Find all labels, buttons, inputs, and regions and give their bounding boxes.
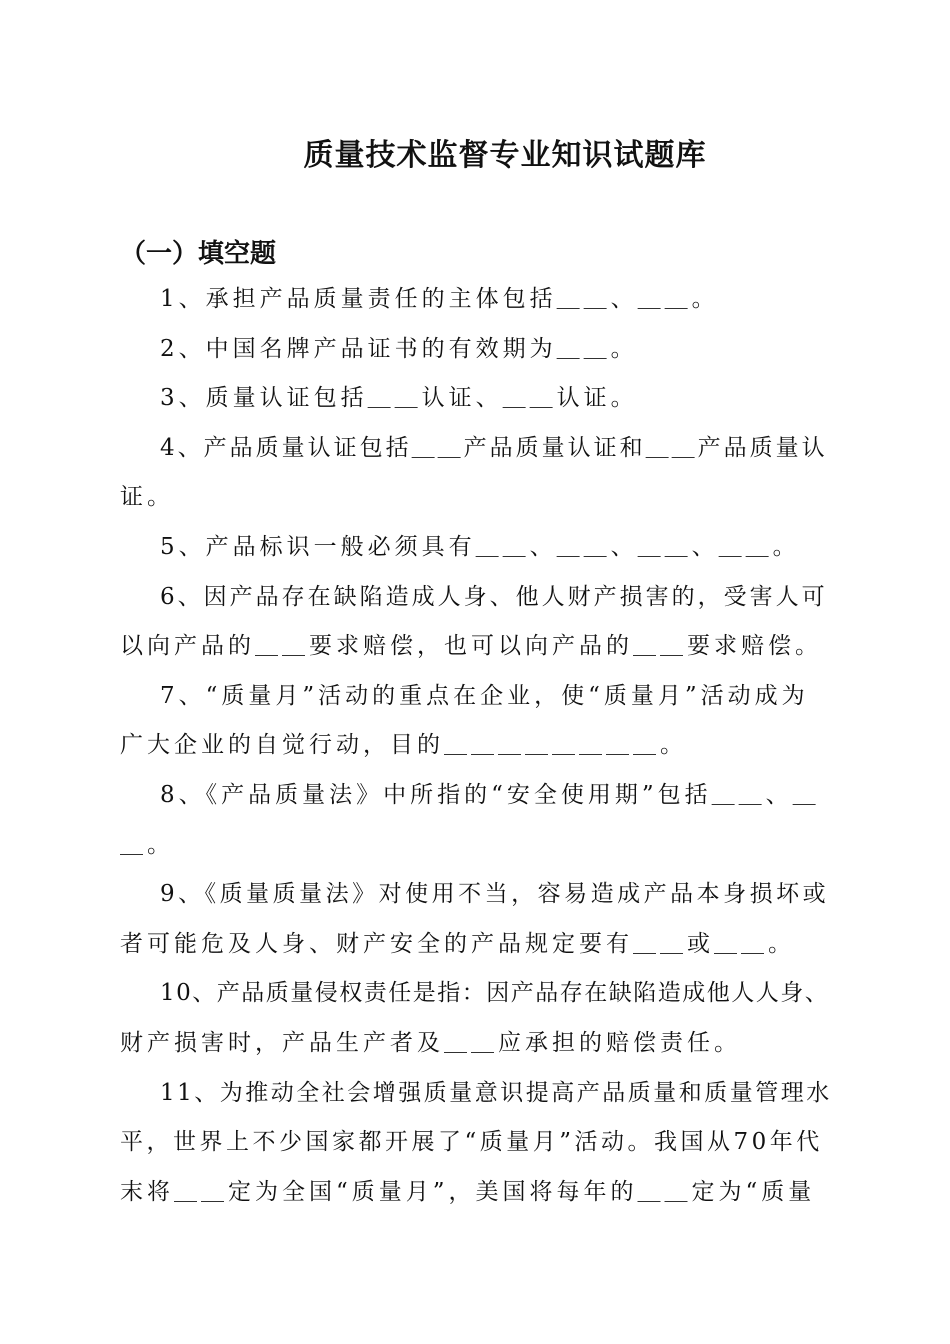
text-line: 末将＿＿定为全国“质量月”，美国将每年的＿＿定为“质量 (120, 1178, 816, 1205)
text-line: 9、《质量质量法》对使用不当，容易造成产品本身损坏或 (160, 881, 830, 908)
text-line: 证。 (120, 484, 174, 511)
text-line: 3、质量认证包括＿＿认证、＿＿认证。 (160, 385, 638, 412)
text-line: 4、产品质量认证包括＿＿产品质量认证和＿＿产品质量认 (160, 434, 828, 461)
text-line: 8、《产品质量法》中所指的“安全使用期”包括＿＿、＿ (160, 781, 820, 808)
text-line: ＿。 (120, 831, 174, 858)
text-line: 广大企业的自觉行动，目的＿＿＿＿＿＿＿＿。 (120, 732, 687, 759)
text-line: 2、中国名牌产品证书的有效期为＿＿。 (160, 335, 638, 362)
text-line: 5、产品标识一般必须具有＿＿、＿＿、＿＿、＿＿。 (160, 533, 800, 560)
section-heading: （一）填空题 (120, 239, 277, 269)
question-body (120, 275, 836, 1217)
text-line: 6、因产品存在缺陷造成人身、他人财产损害的，受害人可 (160, 583, 828, 610)
text-line: 以向产品的＿＿要求赔偿，也可以向产品的＿＿要求赔偿。 (120, 633, 822, 660)
text-line: 10、产品质量侵权责任是指：因产品存在缺陷造成他人人身、 (160, 980, 830, 1007)
text-line: 11、为推动全社会增强质量意识提高产品质量和质量管理水 (160, 1079, 832, 1106)
text-line: 财产损害时，产品生产者及＿＿应承担的赔偿责任。 (120, 1029, 741, 1056)
text-line: 1、承担产品质量责任的主体包括＿＿、＿＿。 (160, 286, 719, 312)
text-line: 平，世界上不少国家都开展了“质量月”活动。我国从70年代 (120, 1129, 823, 1156)
text-line: 者可能危及人身、财产安全的产品规定要有＿＿或＿＿。 (120, 930, 795, 957)
text-line: 7、“质量月”活动的重点在企业，使“质量月”活动成为 (160, 682, 809, 709)
document-title: 质量技术监督专业知识试题库 (303, 138, 707, 173)
